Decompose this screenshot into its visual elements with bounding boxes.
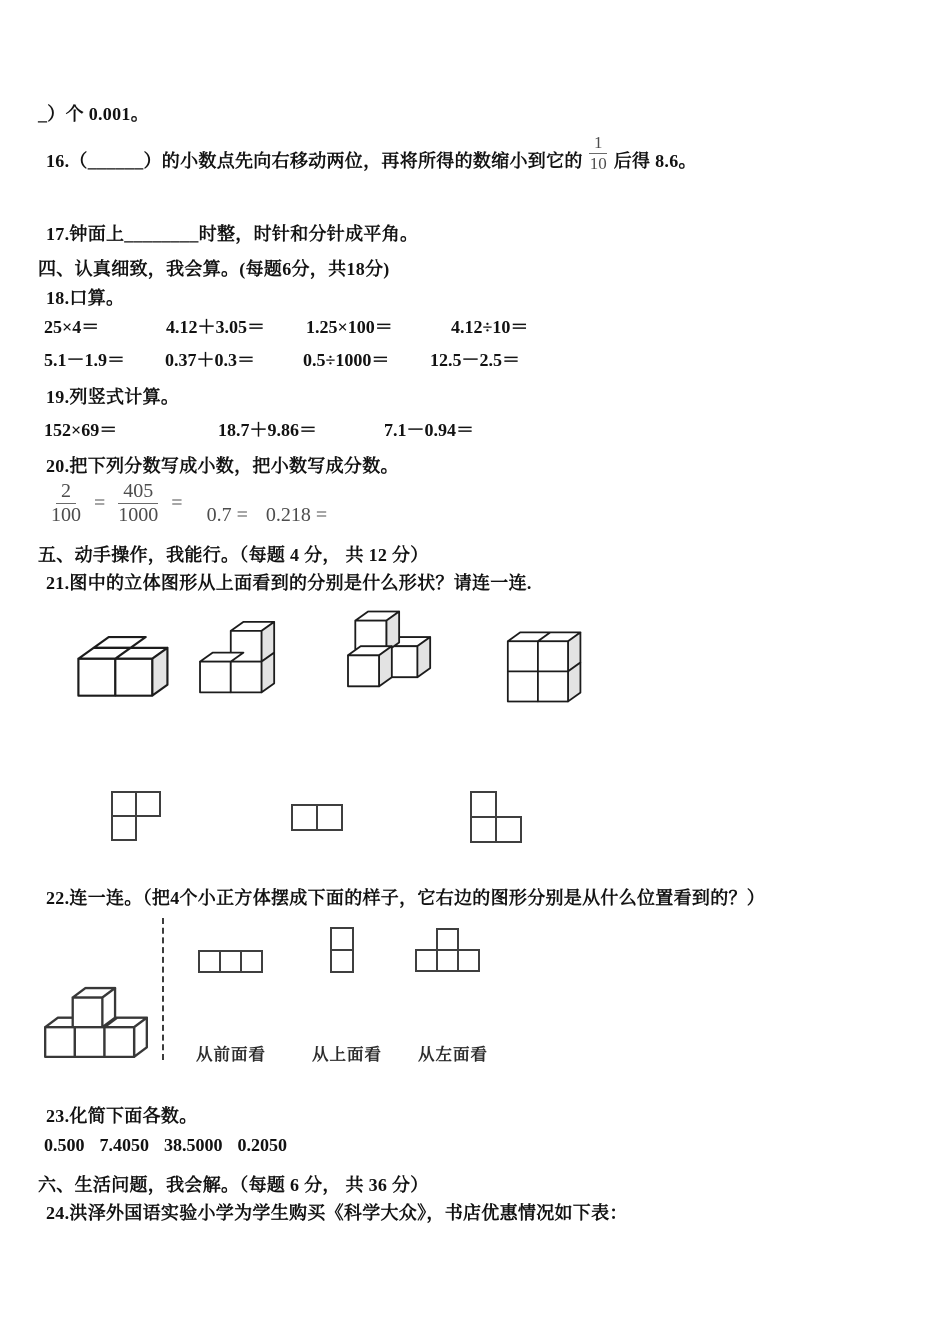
cube-figure-1 (76, 624, 172, 700)
decimal-item: 0.7 = (206, 504, 248, 526)
question21-label: 21.图中的立体图形从上面看到的分别是什么形状？请连一连. (46, 573, 532, 593)
question24-label: 24.洪泽外国语实验小学为学生购买《科学大众》，书店优惠情况如下表： (46, 1203, 628, 1223)
number-item: 0.500 (44, 1135, 85, 1155)
q23-numbers-row (44, 1135, 302, 1156)
question23-label: 23.化简下面各数。 (46, 1106, 198, 1126)
fraction-denominator: 100 (51, 504, 81, 526)
cube-arrangement-figure (42, 970, 150, 1059)
q19-calc-row (44, 416, 474, 442)
view-shape-two-squares (291, 804, 344, 832)
calc-expression: 5.1－1.9＝ (44, 350, 125, 370)
dashed-divider-line (162, 918, 164, 1060)
view-shape-l-bottom (470, 791, 523, 844)
calc-expression: 0.37＋0.3＝ (165, 350, 255, 370)
equals-sign: = (94, 492, 106, 514)
question19-label: 19.列竖式计算。 (46, 387, 180, 407)
calc-expression: 4.12÷10＝ (451, 317, 529, 337)
question20-label: 20.把下列分数写成小数，把小数写成分数。 (46, 456, 399, 476)
q18-calc-row-2 (44, 346, 520, 372)
question-16 (46, 133, 697, 173)
section6-header: 六、生活问题，我会解。（每题 6 分， 共 36 分） (38, 1175, 429, 1195)
fraction-2-100 (49, 480, 83, 527)
calc-expression: 25×4＝ (44, 317, 100, 337)
top-view-shape (330, 927, 355, 974)
cube-figure-4 (506, 620, 584, 705)
calc-expression: 4.12＋3.05＝ (166, 317, 265, 337)
view-label-left: 从左面看 (418, 1045, 488, 1064)
view-shape-l-top (111, 791, 162, 842)
fraction-numerator: 1 (589, 133, 608, 154)
section4-header: 四、认真细致，我会算。(每题6分，共18分) (38, 259, 390, 279)
calc-expression: 1.25×100＝ (306, 317, 393, 337)
q20-conversion-row (44, 480, 327, 527)
question15-tail-text: _）个 0.001。 (38, 104, 149, 124)
calc-expression: 0.5÷1000＝ (303, 350, 390, 370)
number-item: 38.5000 (164, 1135, 223, 1155)
view-label-top: 从上面看 (312, 1045, 382, 1064)
fraction-numerator: 405 (118, 480, 158, 504)
question22-label: 22.连一连。（把4个小正方体摆成下面的样子，它右边的图形分别是从什么位置看到的？） (46, 888, 766, 908)
fraction-numerator: 2 (56, 480, 76, 504)
calc-expression: 152×69＝ (44, 420, 118, 440)
fraction-denominator: 10 (589, 153, 607, 173)
q18-calc-row-1 (44, 313, 528, 339)
cube-figure-2 (198, 611, 278, 696)
section5-header: 五、动手操作，我能行。（每题 4 分， 共 12 分） (38, 545, 429, 565)
question16-text-pre: 16.（______）的小数点先向右移动两位，再将所得的数缩小到它的 (46, 151, 583, 172)
number-item: 0.2050 (237, 1135, 287, 1155)
question18-label: 18.口算。 (46, 288, 125, 308)
calc-expression: 7.1－0.94＝ (384, 420, 474, 440)
left-view-shape (415, 928, 481, 973)
fraction-one-tenth (588, 133, 609, 173)
fraction-denominator: 1000 (118, 504, 159, 526)
calc-expression: 12.5－2.5＝ (430, 350, 520, 370)
question-17: 17.钟面上________时整，时针和分针成平角。 (46, 224, 419, 244)
question16-text-post: 后得 8.6。 (613, 151, 697, 172)
cube-figure-3 (346, 606, 434, 690)
calc-expression: 18.7＋9.86＝ (218, 420, 317, 440)
fraction-405-1000 (116, 480, 160, 527)
equals-sign: = (171, 492, 183, 514)
view-label-front: 从前面看 (196, 1045, 266, 1064)
number-item: 7.4050 (99, 1135, 149, 1155)
decimal-item: 0.218 = (265, 504, 328, 526)
front-view-shape (198, 950, 265, 974)
